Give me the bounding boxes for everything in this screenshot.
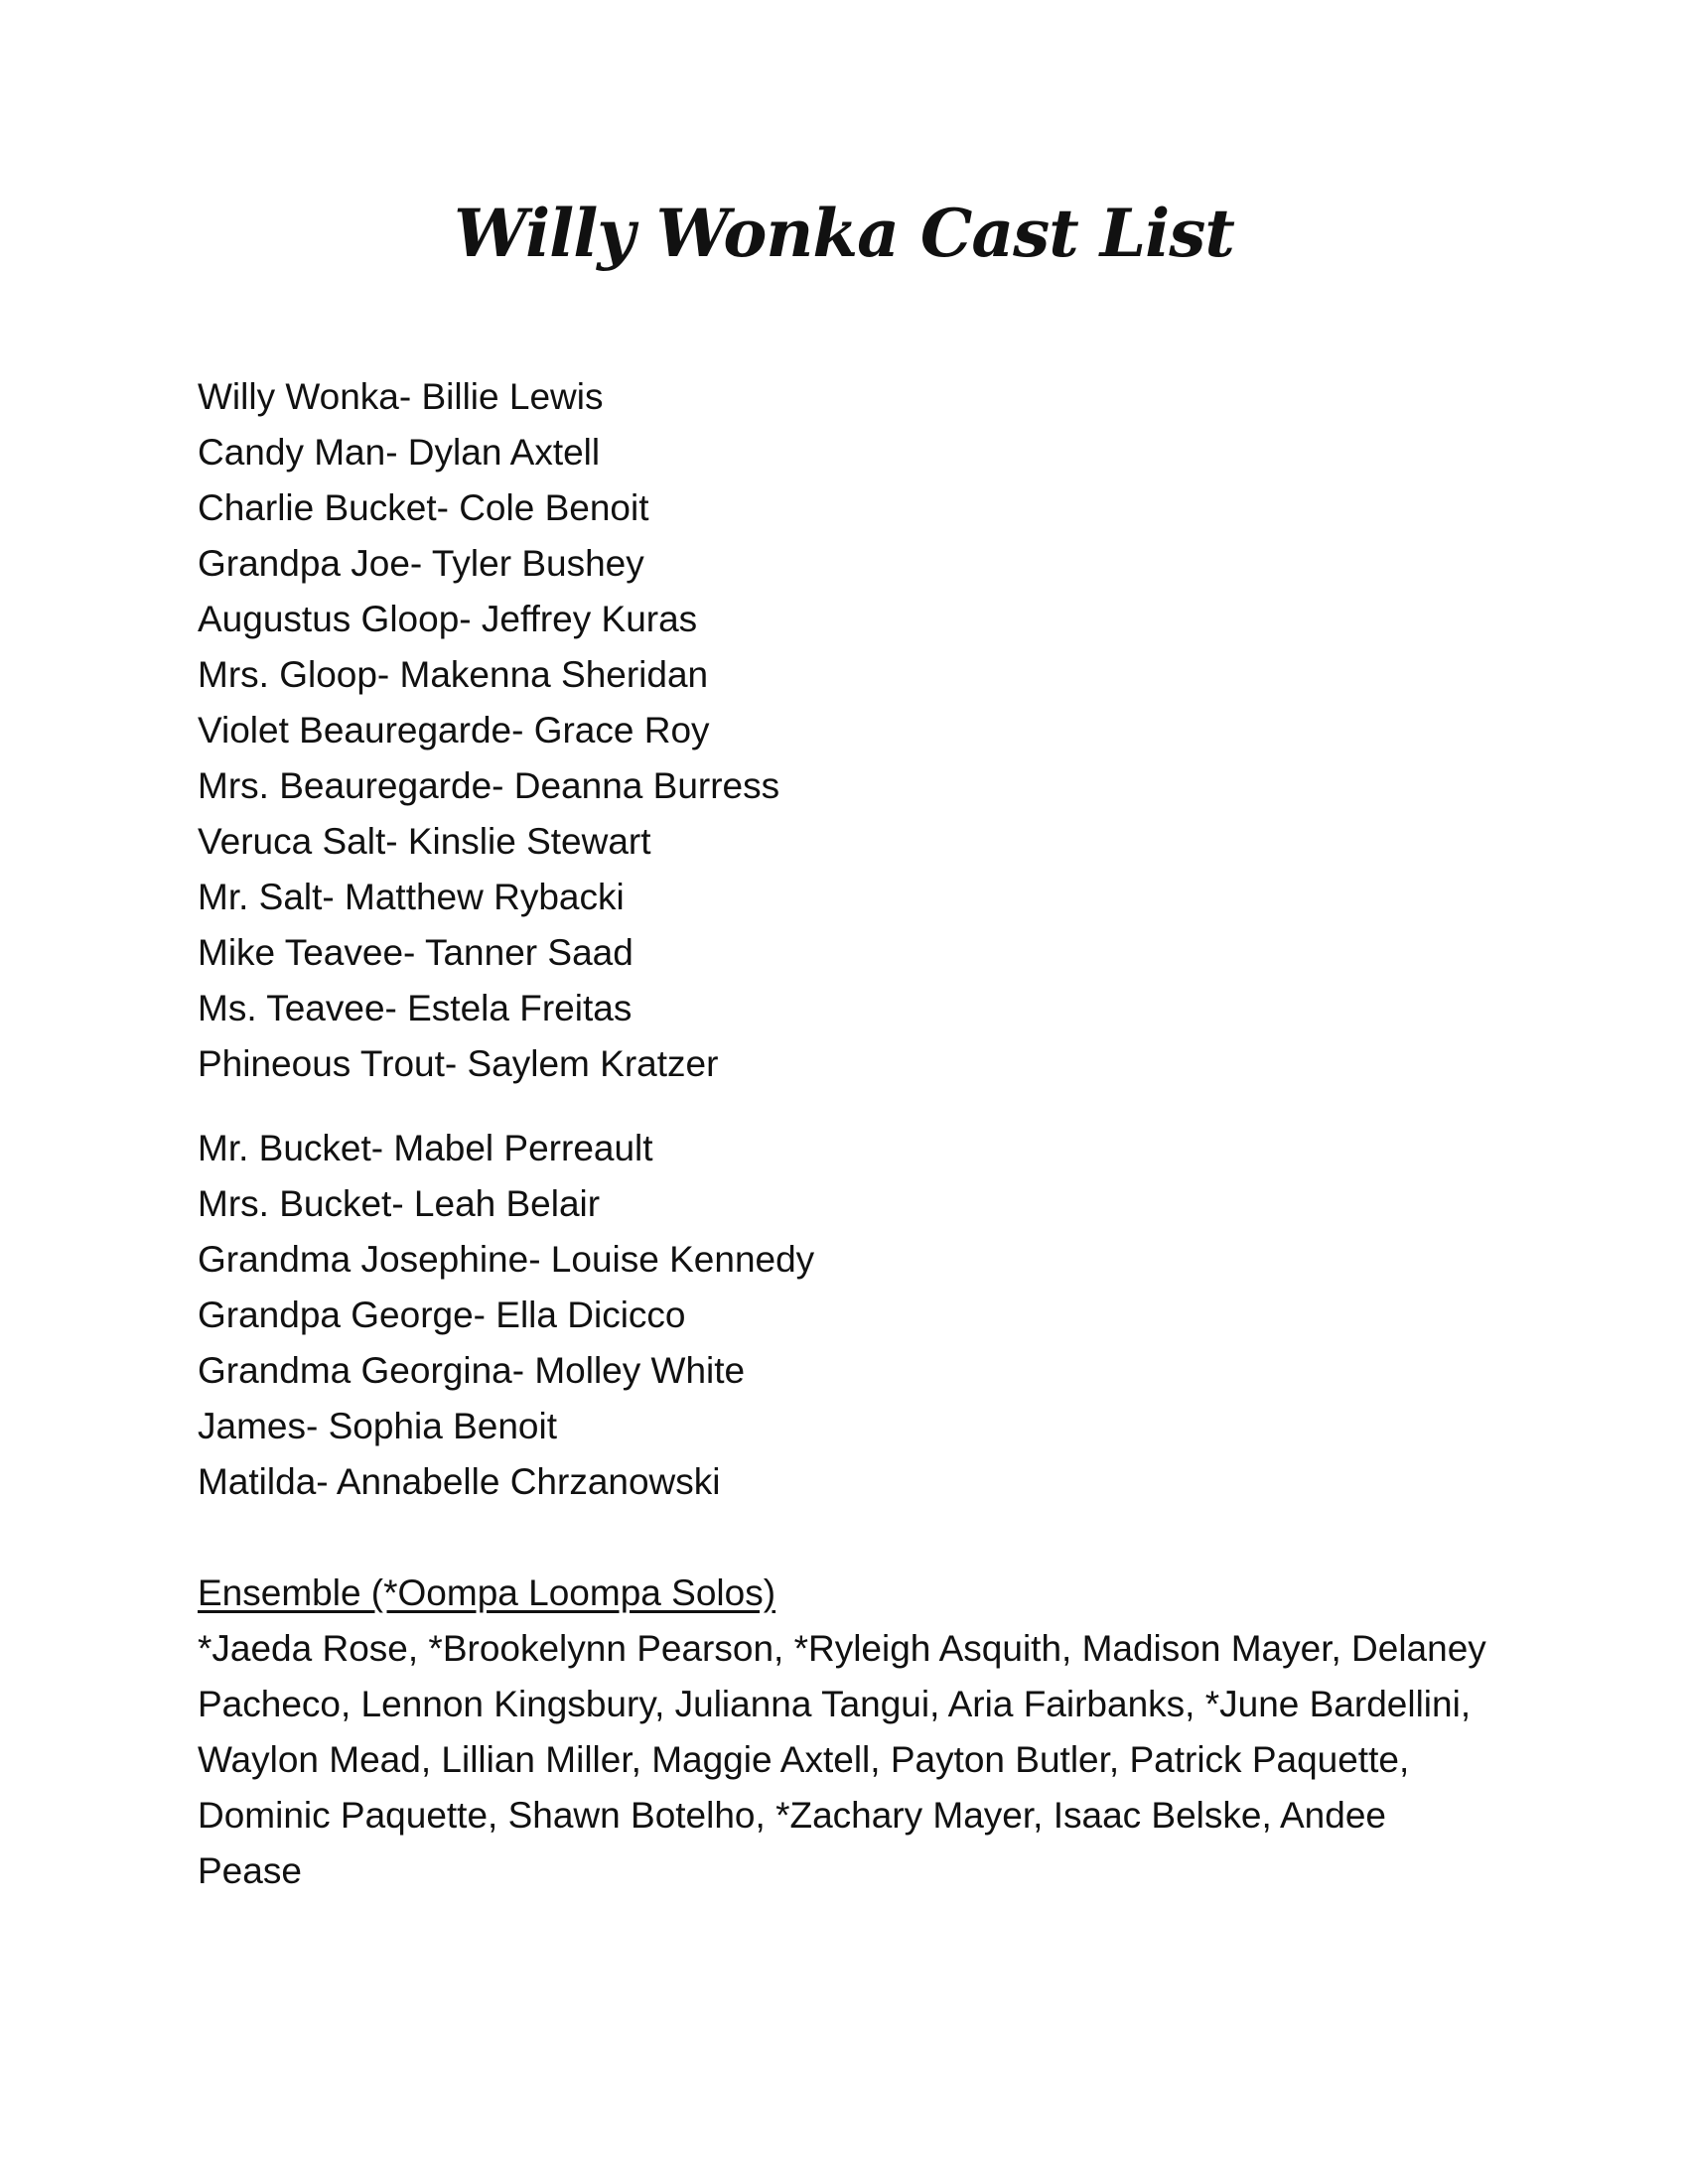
principal-cast-list [198, 369, 779, 1092]
page-title: Willy Wonka Cast List [454, 195, 1234, 272]
cast-entry: Ms. Teavee- Estela Freitas [198, 988, 633, 1028]
cast-entry: Willy Wonka- Billie Lewis [198, 376, 604, 417]
supporting-cast-list [198, 1121, 814, 1510]
cast-entry: Mike Teavee- Tanner Saad [198, 932, 633, 973]
cast-entry: Matilda- Annabelle Chrzanowski [198, 1461, 721, 1502]
cast-entry: Mrs. Beauregarde- Deanna Burress [198, 765, 780, 806]
ensemble-section [198, 1566, 1488, 1899]
cast-entry: Violet Beauregarde- Grace Roy [198, 710, 710, 751]
cast-entry: Grandma Georgina- Molley White [198, 1350, 746, 1391]
ensemble-members: *Jaeda Rose, *Brookelynn Pearson, *Ryleigh Asquith, Madison Mayer, Delaney Pacheco, Lennon Kingsbury, Julianna Tangui, Aria Fairbanks, *June Bardellini, Waylon Mead, Lillian Miller, Maggie Axtell, Payton Butler, Patrick Paquette, Dominic Paquette, Shawn Botelho, *Zachary Mayer, Isaac Belske, Andee Pease [198, 1628, 1486, 1891]
cast-entry: Mr. Bucket- Mabel Perreault [198, 1128, 653, 1168]
cast-entry: Grandpa George- Ella Dicicco [198, 1295, 686, 1335]
cast-entry: Grandma Josephine- Louise Kennedy [198, 1239, 815, 1280]
cast-entry: Grandpa Joe- Tyler Bushey [198, 543, 644, 584]
cast-entry: Mr. Salt- Matthew Rybacki [198, 877, 625, 917]
cast-entry: Candy Man- Dylan Axtell [198, 432, 601, 473]
cast-entry: Charlie Bucket- Cole Benoit [198, 487, 649, 528]
cast-entry: James- Sophia Benoit [198, 1406, 557, 1446]
cast-entry: Mrs. Bucket- Leah Belair [198, 1183, 601, 1224]
cast-entry: Augustus Gloop- Jeffrey Kuras [198, 599, 698, 639]
cast-entry: Phineous Trout- Saylem Kratzer [198, 1043, 719, 1084]
cast-entry: Mrs. Gloop- Makenna Sheridan [198, 654, 709, 695]
ensemble-heading: Ensemble (*Oompa Loompa Solos) [198, 1572, 776, 1613]
cast-entry: Veruca Salt- Kinslie Stewart [198, 821, 651, 862]
